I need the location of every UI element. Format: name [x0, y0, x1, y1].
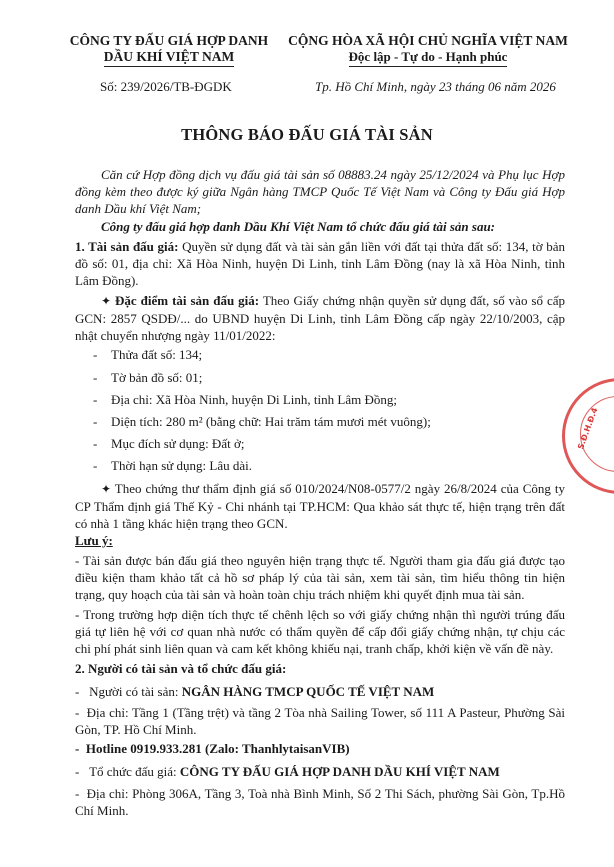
list-item-text: Tờ bản đồ số: 01; [111, 370, 203, 385]
notes-heading: Lưu ý: [75, 533, 113, 548]
document-title: THÔNG BÁO ĐẤU GIÁ TÀI SẢN [181, 125, 433, 144]
notes-section [75, 532, 565, 549]
document-date: Tp. Hồ Chí Minh, ngày 23 tháng 06 năm 2026 [315, 79, 556, 94]
list-item-text: Diện tích: 280 m² (bằng chữ: Hai trăm tám mươi mét vuông); [111, 414, 431, 429]
section-1-text: Quyền sử dụng đất và tài sản gắn liền với đất tại thửa đất số: 134, tờ bản đồ số: 01, địa chỉ: Xã Hòa Ninh, huyện Di Linh, tỉnh Lâm Đồng (nay là xã Hòa Ninh, tỉnh Lâm Đồng). [75, 239, 565, 288]
list-item-text: Thửa đất số: 134; [111, 347, 203, 362]
company-name-line2: DẦU KHÍ VIỆT NAM [104, 49, 234, 67]
hotline-text: Hotline 0919.933.281 (Zalo: ThanhlytaisanVIB) [85, 741, 350, 756]
hotline-line [75, 740, 565, 757]
feature-heading: Đặc điểm tài sản đấu giá: [115, 293, 260, 308]
list-item [93, 435, 563, 452]
national-title: CỘNG HÒA XÃ HỘI CHỦ NGHĨA VIỆT NAM [288, 33, 568, 48]
list-item [93, 413, 563, 430]
list-item-text: Mục đích sử dụng: Đất ở; [111, 436, 245, 451]
feature-text: Theo Giấy chứng nhận quyền sử dụng đất, số vào sổ cấp GCN: 2857 QSDĐ/... do UBND huyện Di Linh, tỉnh Lâm Đồng cấp ngày 22/10/2003, cập nhật chuyển nhượng ngày 11/01/2022: [75, 293, 565, 343]
dash-bullet: - [75, 764, 80, 779]
owner-label: Người có tài sản: [89, 684, 182, 699]
document-number: Số: 239/2026/TB-ĐGDK [100, 79, 232, 94]
dash-bullet: - [93, 392, 98, 407]
section-2-heading: 2. Người có tài sản và tổ chức đấu giá: [75, 661, 287, 676]
owner-address [75, 704, 565, 738]
list-item [93, 457, 563, 474]
seal-text: S.Đ.H.Đ.4 [576, 406, 600, 451]
note-2: - Trong trường hợp diện tích thực tế chênh lệch so với giấy chứng nhận thì người trúng đấu giá tự liên hệ với cơ quan nhà nước có thẩm quyền để cấp đổi giấy chứng nhận, tự chịu các chi phí phát sinh liên quan và cam kết không khiếu nại, tranh chấp, khởi kiện về vấn đề này. [75, 607, 565, 656]
dash-bullet: - [75, 741, 80, 756]
dash-bullet: - [93, 436, 98, 451]
dash-bullet: - [75, 705, 80, 720]
company-header [58, 33, 280, 67]
list-item-text: Thời hạn sử dụng: Lâu dài. [111, 458, 253, 473]
owner-address-text: Địa chỉ: Tầng 1 (Tầng trệt) và tầng 2 Tòa nhà Sailing Tower, số 111 A Pasteur, Phường Sài Gòn, TP. Hồ Chí Minh. [75, 705, 566, 737]
dash-bullet: - [75, 684, 80, 699]
list-item-text: Địa chỉ: Xã Hòa Ninh, huyện Di Linh, tỉnh Lâm Đồng; [111, 392, 397, 407]
national-header [280, 33, 576, 67]
diamond-bullet-icon: ✦ [101, 482, 112, 496]
org-line [75, 763, 565, 780]
intro-line: Công ty đấu giá hợp danh Dầu Khí Việt Nam tổ chức đấu giá tài sản sau: [101, 219, 496, 234]
org-address-text: Địa chỉ: Phòng 306A, Tầng 3, Toà nhà Bình Minh, Số 2 Thi Sách, phường Sài Gòn, Tp.Hồ Chí Minh. [75, 786, 565, 818]
list-item [93, 346, 563, 363]
org-address [75, 785, 565, 819]
owner-line [75, 683, 565, 700]
dash-bullet: - [93, 458, 98, 473]
company-name-line1: CÔNG TY ĐẤU GIÁ HỢP DANH [69, 33, 269, 48]
owner-name: NGÂN HÀNG TMCP QUỐC TẾ VIỆT NAM [181, 684, 435, 699]
appraisal-paragraph [75, 480, 565, 532]
dash-bullet: - [93, 370, 98, 385]
list-item [93, 369, 563, 386]
preamble: Căn cứ Hợp đồng dịch vụ đấu giá tài sản số 08883.24 ngày 25/12/2024 và Phụ lục Hợp đồng kèm theo được ký giữa Ngân hàng TMCP Quốc Tế Việt Nam và Công ty Đấu giá Hợp danh Dầu khí Việt Nam; [75, 167, 565, 216]
note-1: - Tài sản được bán đấu giá theo nguyên hiện trạng thực tế. Người tham gia đấu giá được tạo điều kiện tham khảo tất cả hồ sơ pháp lý của tài sản, xem tài sản, tìm hiểu thông tin hiện trạng, quy hoạch của tài sản và hoàn toàn chịu trách nhiệm khi quyết định mua tài sản. [75, 553, 565, 602]
diamond-bullet-icon: ✦ [101, 294, 112, 308]
dash-bullet: - [93, 347, 98, 362]
dash-bullet: - [93, 414, 98, 429]
org-label: Tổ chức đấu giá: [89, 764, 180, 779]
org-name: CÔNG TY ĐẤU GIÁ HỢP DANH DẦU KHÍ VIỆT NAM [179, 764, 500, 779]
feature-paragraph [75, 292, 565, 344]
national-motto: Độc lập - Tự do - Hạnh phúc [349, 49, 508, 67]
appraisal-text: Theo chứng thư thẩm định giá số 010/2024/N08-0577/2 ngày 26/8/2024 của Công ty CP Thẩm định giá Thế Kỷ - Chi nhánh tại TP.HCM: Qua khảo sát thực tế, hiện trạng trên đất có nhà 1 tầng khác hiện trạng theo GCN. [75, 481, 565, 531]
dash-bullet: - [75, 786, 80, 801]
list-item [93, 391, 563, 408]
section-1-heading: 1. Tài sản đấu giá: [75, 239, 179, 254]
section-1 [75, 238, 565, 289]
